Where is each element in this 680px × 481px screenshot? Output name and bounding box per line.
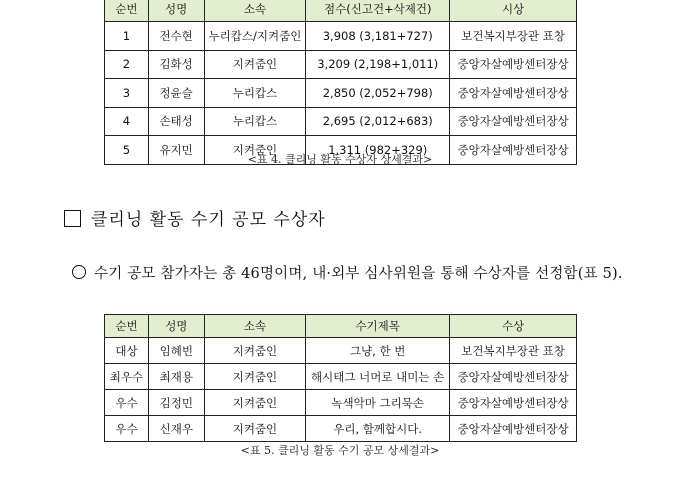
award-cell: 보건복지부장관 표창 — [450, 22, 577, 51]
header-cell: 점수(신고건+삭제건) — [306, 0, 450, 22]
table-4-caption: <표 4. 클리닝 활동 수상자 상세결과> — [247, 153, 433, 166]
header-cell: 소속 — [204, 315, 305, 338]
affiliation-cell: 누리캅스 — [204, 79, 306, 108]
rank-cell: 우수 — [105, 416, 149, 442]
affiliation-cell: 지켜줌인 — [204, 390, 305, 416]
rank-cell: 대상 — [105, 338, 149, 364]
award-cell: 중앙자살예방센터장상 — [450, 390, 577, 416]
score-cell: 3,209 (2,198+1,011) — [306, 50, 450, 79]
rank-cell: 4 — [105, 107, 149, 136]
header-cell: 성명 — [148, 315, 204, 338]
square-bullet-icon — [64, 210, 81, 227]
rank-cell: 최우수 — [105, 364, 149, 390]
rank-cell: 2 — [105, 50, 149, 79]
score-cell: 3,908 (3,181+727) — [306, 22, 450, 51]
table-5-caption: <표 5. 클리닝 활동 수기 공모 상세결과> — [240, 444, 440, 457]
rank-cell: 5 — [105, 136, 149, 165]
affiliation-cell: 지켜줌인 — [204, 50, 306, 79]
table-row — [105, 50, 577, 79]
score-cell: 2,695 (2,012+683) — [306, 107, 450, 136]
award-cell: 중앙자살예방센터장상 — [450, 50, 577, 79]
name-cell: 전수현 — [148, 22, 204, 51]
essay-title-cell: 해시태그 너머로 내미는 손 — [306, 364, 450, 390]
affiliation-cell: 지켜줌인 — [204, 416, 305, 442]
name-cell: 손태성 — [148, 107, 204, 136]
name-cell: 임혜빈 — [148, 338, 204, 364]
award-cell: 보건복지부장관 표창 — [450, 338, 577, 364]
name-cell: 김정민 — [148, 390, 204, 416]
header-cell: 성명 — [148, 0, 204, 22]
header-cell: 시상 — [450, 0, 577, 22]
table-row — [105, 416, 577, 442]
header-cell: 수기제목 — [306, 315, 450, 338]
header-cell: 순번 — [105, 315, 149, 338]
table-row — [105, 390, 577, 416]
table-header-row — [105, 0, 577, 22]
rank-cell: 3 — [105, 79, 149, 108]
name-cell: 신재우 — [148, 416, 204, 442]
name-cell: 유지민 — [148, 136, 204, 165]
name-cell: 김화성 — [148, 50, 204, 79]
award-cell: 중앙자살예방센터장상 — [450, 364, 577, 390]
header-cell: 수상 — [450, 315, 577, 338]
name-cell: 정윤슬 — [148, 79, 204, 108]
table-header-row — [105, 315, 577, 338]
circle-bullet-icon — [72, 265, 86, 279]
award-table-4 — [104, 0, 577, 165]
header-cell: 순번 — [105, 0, 149, 22]
table-row — [105, 22, 577, 51]
essay-title-cell: 녹색악마 그리묵손 — [306, 390, 450, 416]
bullet-text: 수기 공모 참가자는 총 46명이며, 내·외부 심사위원을 통해 수상자를 선정함(표 5). — [94, 266, 623, 282]
table-row — [105, 79, 577, 108]
rank-cell: 1 — [105, 22, 149, 51]
affiliation-cell: 지켜줌인 — [204, 136, 306, 165]
award-cell: 중앙자살예방센터장상 — [450, 107, 577, 136]
award-cell: 중앙자살예방센터장상 — [450, 79, 577, 108]
affiliation-cell: 누리캅스 — [204, 107, 306, 136]
bullet-paragraph — [72, 262, 623, 283]
score-cell: 1,311 (982+329) — [306, 136, 450, 165]
affiliation-cell: 지켜줌인 — [204, 364, 305, 390]
award-cell: 중앙자살예방센터장상 — [450, 416, 577, 442]
name-cell: 최재용 — [148, 364, 204, 390]
affiliation-cell: 지켜줌인 — [204, 338, 305, 364]
rank-cell: 우수 — [105, 390, 149, 416]
score-cell: 2,850 (2,052+798) — [306, 79, 450, 108]
header-cell: 소속 — [204, 0, 306, 22]
section-title-text: 클리닝 활동 수기 공모 수상자 — [91, 210, 326, 230]
essay-title-cell: 그냥, 한 번 — [306, 338, 450, 364]
table-row — [105, 107, 577, 136]
essay-title-cell: 우리, 함께합시다. — [306, 416, 450, 442]
table-row — [105, 364, 577, 390]
affiliation-cell: 누리캅스/지켜줌인 — [204, 22, 306, 51]
table-row — [105, 338, 577, 364]
award-table-5 — [104, 314, 577, 442]
award-cell: 중앙자살예방센터장상 — [450, 136, 577, 165]
section-title — [64, 205, 326, 230]
